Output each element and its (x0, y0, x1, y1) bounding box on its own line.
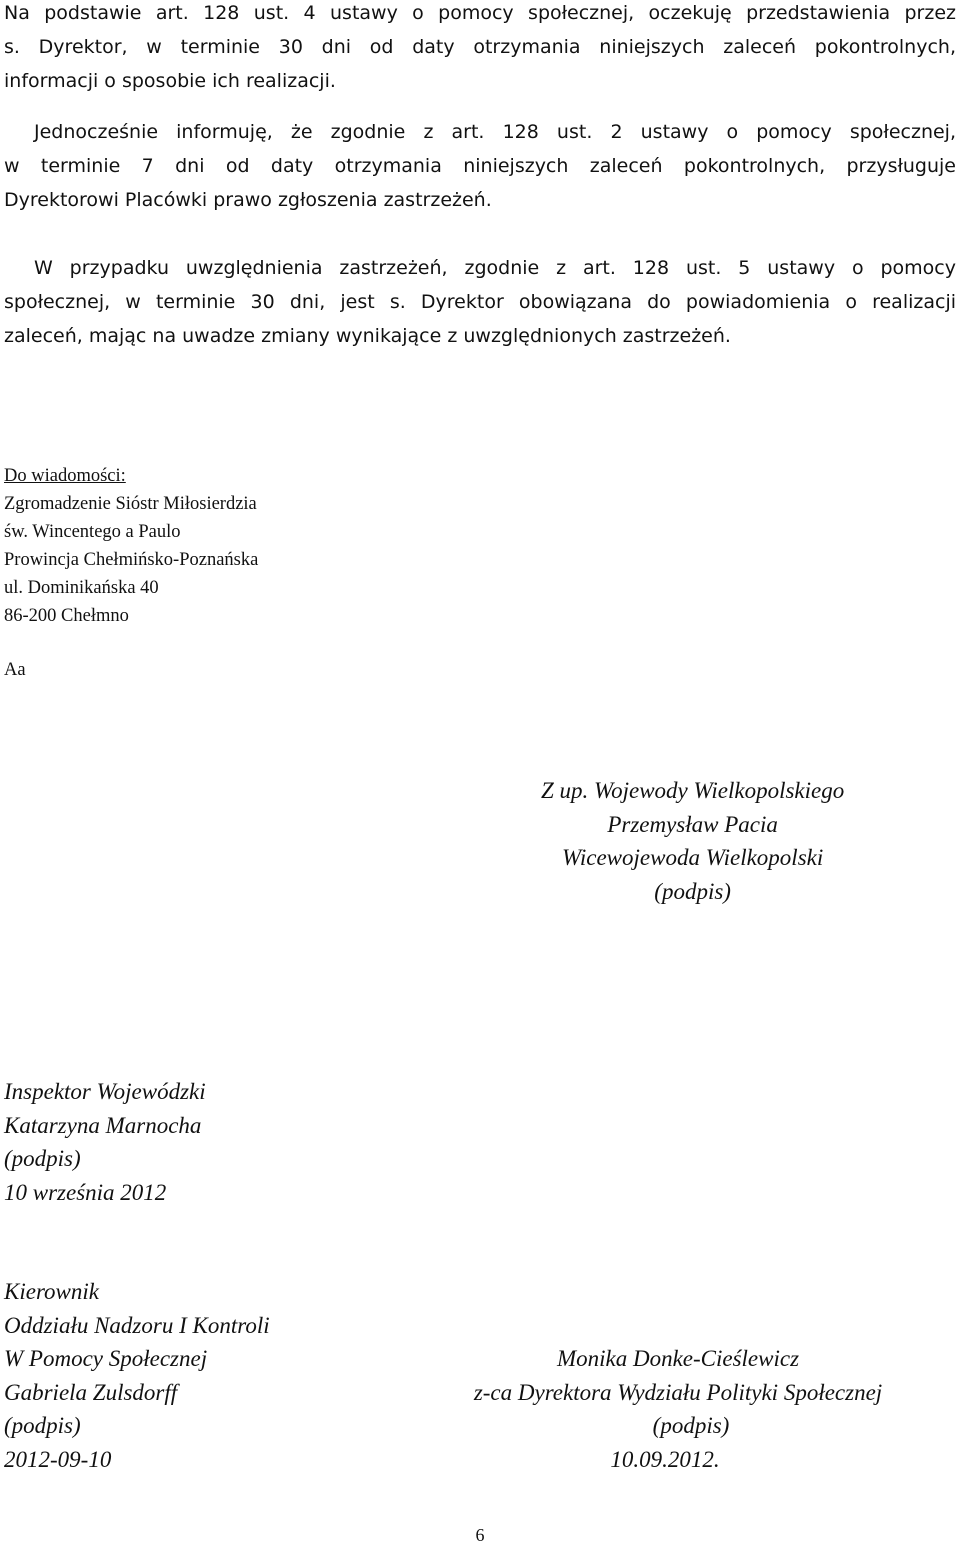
paragraph-objection-consideration (4, 251, 956, 353)
paragraph-line: Jednocześnie informuję, że zgodnie z art. 128 ust. 2 ustawy o pomocy społecznej, (34, 121, 956, 143)
signature-line: Z up. Wojewody Wielkopolskiego (541, 778, 845, 803)
recipient-line: Zgromadzenie Sióstr Miłosierdzia (4, 494, 257, 514)
signature-line: Kierownik (4, 1279, 99, 1304)
page-number: 6 (475, 1525, 485, 1545)
signature-line: (podpis) (654, 878, 731, 904)
paragraph-objection-right (4, 115, 956, 217)
signature-line: (podpis) (4, 1413, 81, 1438)
signature-line: Gabriela Zulsdorff (4, 1379, 178, 1405)
signature-line: z-ca Dyrektora Wydziału Polityki Społecznej (473, 1379, 883, 1405)
recipient-line: św. Wincentego a Paulo (4, 522, 181, 542)
paragraph-line: W przypadku uwzględnienia zastrzeżeń, zgodnie z art. 128 ust. 5 ustawy o pomocy (34, 257, 956, 279)
paragraph-line: w terminie 7 dni od daty otrzymania niniejszych zaleceń pokontrolnych, przysługuje (4, 155, 956, 177)
paragraph-line: s. Dyrektor, w terminie 30 dni od daty otrzymania niniejszych zaleceń pokontrolnych, (4, 36, 956, 58)
recipients-heading: Do wiadomości: (4, 466, 126, 486)
signature-line: Monika Donke-Cieślewicz (556, 1346, 800, 1371)
signature-line: Katarzyna Marnocha (4, 1112, 202, 1138)
signature-line: (podpis) (652, 1413, 730, 1438)
paragraph-line: Dyrektorowi Placówki prawo zgłoszenia zastrzeżeń. (4, 189, 492, 211)
paragraph-line: Na podstawie art. 128 ust. 4 ustawy o pomocy społecznej, oczekuję przedstawienia przez (4, 2, 956, 24)
signature-line: Inspektor Wojewódzki (4, 1079, 206, 1104)
author-initials: Aa (4, 660, 26, 680)
signature-wojewoda (541, 774, 844, 908)
signature-zastepca-dyrektora (448, 1342, 908, 1476)
signature-line: 10.09.2012. (610, 1446, 720, 1472)
signature-line: 10 września 2012 (4, 1179, 167, 1205)
recipient-line: Prowincja Chełmińsko-Poznańska (4, 550, 259, 570)
signature-inspektor (4, 1075, 206, 1209)
signature-line: Oddziału Nadzoru I Kontroli (4, 1312, 270, 1338)
signature-line: 2012-09-10 (4, 1446, 112, 1472)
paragraph-line: zaleceń, mając na uwadze zmiany wynikające z uwzględnionych zastrzeżeń. (4, 325, 731, 347)
paragraph-line: informacji o sposobie ich realizacji. (4, 70, 336, 92)
recipient-line: ul. Dominikańska 40 (4, 578, 159, 598)
recipients-block (4, 462, 258, 630)
paragraph-line: społecznej, w terminie 30 dni, jest s. Dyrektor obowiązana do powiadomienia o realizacji (4, 291, 956, 313)
paragraph-report-request (4, 0, 956, 98)
recipient-line: 86-200 Chełmno (4, 606, 129, 626)
signature-line: W Pomocy Społecznej (4, 1346, 208, 1371)
signature-line: Przemysław Pacia (607, 811, 778, 837)
signature-line: Wicewojewoda Wielkopolski (561, 845, 824, 870)
signature-line: (podpis) (4, 1146, 81, 1171)
signature-kierownik (4, 1275, 270, 1476)
